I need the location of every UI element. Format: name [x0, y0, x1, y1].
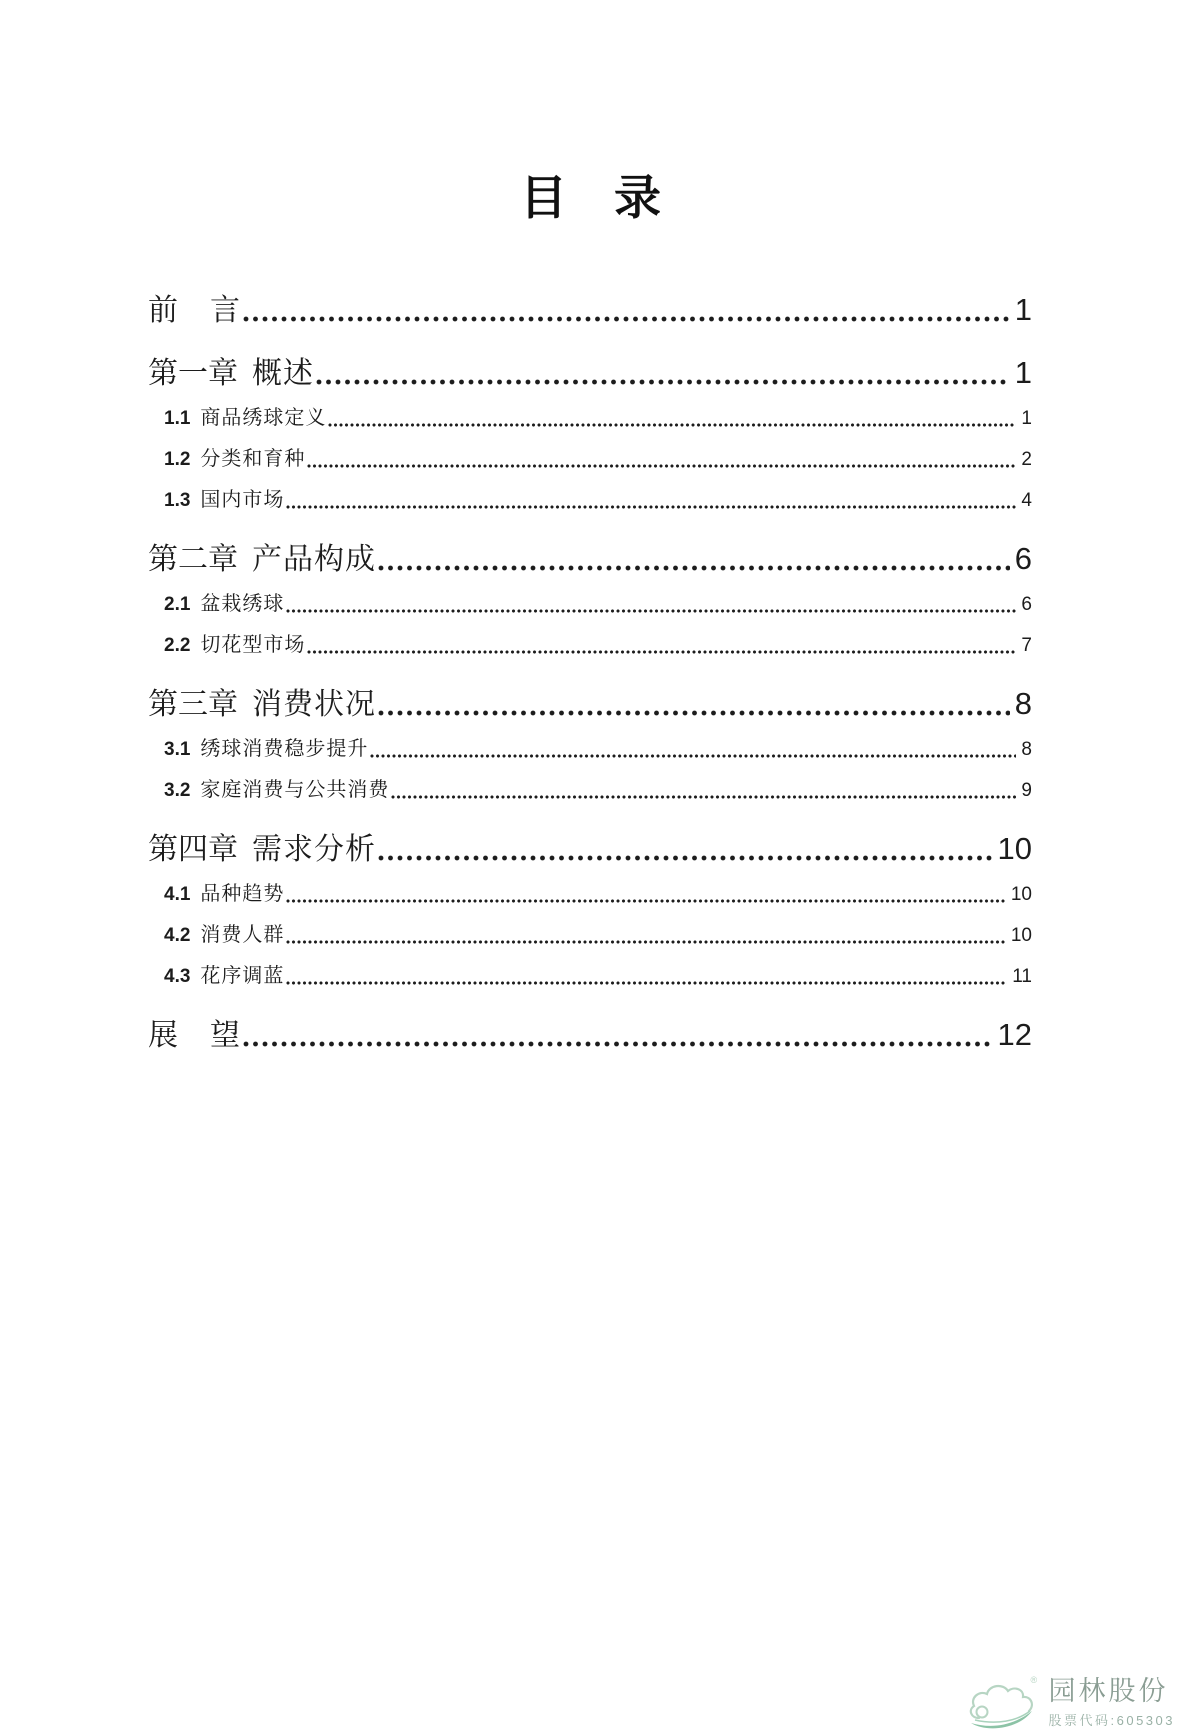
dot-leader — [243, 315, 1010, 323]
toc-entry-label: 品种趋势 — [200, 882, 285, 905]
toc-entry[interactable] — [148, 832, 1032, 867]
toc-entry[interactable] — [164, 632, 1032, 659]
registered-trademark-icon: ® — [1030, 1675, 1038, 1686]
toc-entry[interactable] — [148, 542, 1032, 577]
toc-entry[interactable] — [148, 687, 1032, 722]
dot-leader — [307, 463, 1016, 469]
toc-entry-page-number: 9 — [1021, 779, 1032, 801]
toc-entry[interactable] — [164, 736, 1032, 763]
toc-entry-number: 第四章 — [148, 832, 238, 866]
toc-entry-number: 3.1 — [164, 738, 191, 760]
dot-leader — [370, 753, 1016, 759]
toc-entry-page-number: 8 — [1014, 685, 1032, 721]
dot-leader — [378, 854, 993, 862]
toc-entry-label: 需求分析 — [252, 832, 376, 866]
toc-entry-number: 第三章 — [148, 687, 238, 721]
toc-entry-page-number: 10 — [997, 830, 1032, 866]
toc-entry-number: 2.1 — [164, 593, 191, 615]
dot-leader — [391, 794, 1016, 800]
toc-entry[interactable] — [164, 881, 1032, 908]
toc-entry-number: 4.1 — [164, 883, 191, 905]
toc-entry-number: 第二章 — [148, 542, 238, 576]
toc-entry-page-number: 7 — [1021, 634, 1032, 656]
toc-entry-page-number: 1 — [1014, 354, 1032, 390]
toc-entry[interactable] — [164, 963, 1032, 990]
toc-entry-label: 商品绣球定义 — [200, 406, 327, 429]
dot-leader — [307, 649, 1016, 655]
toc-entry-page-number: 6 — [1014, 540, 1032, 576]
toc-entry[interactable] — [164, 487, 1032, 514]
dot-leader — [286, 608, 1016, 614]
dot-leader — [378, 564, 1010, 572]
toc-entry-page-number: 10 — [1010, 883, 1032, 905]
toc-entry-number: 第一章 — [148, 356, 238, 390]
dot-leader — [328, 422, 1016, 428]
toc-entry-page-number: 1 — [1021, 407, 1032, 429]
toc-entry-page-number: 1 — [1014, 291, 1032, 327]
toc-entry-label: 消费状况 — [252, 687, 376, 721]
toc-entry-number: 3.2 — [164, 779, 191, 801]
toc-entry[interactable] — [164, 777, 1032, 804]
toc-entry[interactable] — [148, 293, 1032, 328]
toc-entry-number: 4.2 — [164, 924, 191, 946]
toc-entry[interactable] — [148, 356, 1032, 391]
toc-entry-label: 展 望 — [148, 1018, 241, 1052]
dot-leader — [316, 378, 1010, 386]
dot-leader — [378, 709, 1010, 717]
toc-entry-page-number: 8 — [1021, 738, 1032, 760]
toc-entry-number: 2.2 — [164, 634, 191, 656]
toc-entry-label: 国内市场 — [200, 488, 285, 511]
toc-entry-number: 4.3 — [164, 965, 191, 987]
toc-entry-label: 盆栽绣球 — [200, 592, 285, 615]
toc-entry-page-number: 6 — [1021, 593, 1032, 615]
toc-entry-label: 绣球消费稳步提升 — [200, 737, 369, 760]
dot-leader — [243, 1040, 993, 1048]
toc-entry[interactable] — [164, 446, 1032, 473]
toc-list — [148, 293, 1032, 1053]
toc-entry[interactable] — [164, 405, 1032, 432]
page-title: 目 录 — [520, 171, 661, 226]
toc-entry-label: 家庭消费与公共消费 — [200, 778, 390, 801]
company-name: 园林股份 — [1048, 1676, 1169, 1707]
dot-leader — [286, 504, 1016, 510]
toc-entry[interactable] — [164, 591, 1032, 618]
toc-entry-label: 产品构成 — [252, 542, 376, 576]
toc-entry-label: 概述 — [252, 356, 314, 390]
toc-entry-label: 切花型市场 — [200, 633, 306, 656]
toc-entry[interactable] — [164, 922, 1032, 949]
toc-entry-page-number: 2 — [1021, 448, 1032, 470]
stock-code: 股票代码:605303 — [1048, 1713, 1175, 1728]
toc-entry-label: 花序调蓝 — [200, 964, 285, 987]
cloud-leaf-logo-icon — [965, 1679, 1043, 1731]
toc-entry-label: 消费人群 — [200, 923, 285, 946]
toc-entry-number: 1.1 — [164, 407, 191, 429]
toc-entry-number: 1.3 — [164, 489, 191, 511]
logo-text-block — [1049, 1677, 1176, 1731]
toc-entry-page-number: 4 — [1021, 489, 1032, 511]
toc-entry-page-number: 11 — [1012, 965, 1032, 987]
toc-entry-label: 分类和育种 — [200, 447, 306, 470]
company-logo — [965, 1677, 1176, 1731]
toc-entry-number: 1.2 — [164, 448, 191, 470]
toc-entry-label: 前 言 — [148, 293, 241, 327]
toc-entry-page-number: 10 — [1010, 924, 1032, 946]
dot-leader — [286, 898, 1005, 904]
dot-leader — [286, 939, 1005, 945]
toc-entry-page-number: 12 — [997, 1016, 1032, 1052]
toc-entry[interactable] — [148, 1018, 1032, 1053]
dot-leader — [286, 980, 1007, 986]
